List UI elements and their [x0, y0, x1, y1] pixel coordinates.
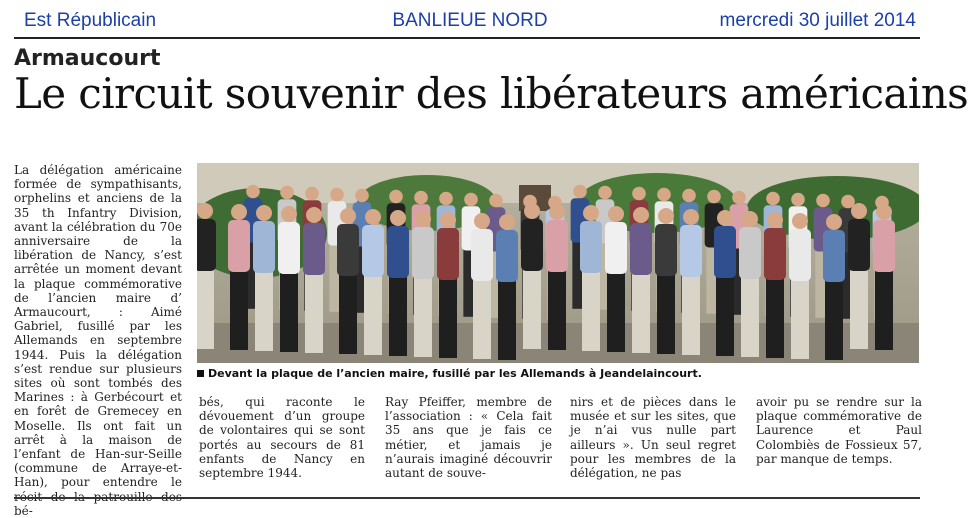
person-silhouette	[714, 210, 736, 356]
person-silhouette	[387, 210, 409, 356]
caption-bullet	[197, 370, 204, 377]
top-divider	[14, 37, 920, 39]
person-silhouette	[655, 208, 677, 354]
column-text: nirs et de pièces dans le musée et sur les sites, que je n’ai vus nulle part ailleurs ». Un seul regret pour les membres de la délégation, ne pas	[570, 395, 736, 481]
group-photo-illustration	[197, 163, 919, 363]
person-silhouette	[437, 212, 459, 358]
person-silhouette	[580, 205, 602, 351]
article-column-5	[756, 395, 922, 466]
article-column-4	[570, 395, 736, 480]
photo-caption	[197, 367, 919, 380]
person-silhouette	[680, 209, 702, 355]
person-silhouette	[789, 213, 811, 359]
article-column-2	[199, 395, 365, 480]
person-silhouette	[873, 204, 895, 350]
person-silhouette	[471, 213, 493, 359]
group-photo	[197, 163, 919, 363]
column-text: avoir pu se rendre sur la plaque commémorative de Laurence et Paul Colombiès de Fossieux 57, par manque de temps.	[756, 395, 922, 466]
person-silhouette	[412, 211, 434, 357]
article-column-3	[385, 395, 552, 480]
person-silhouette	[630, 207, 652, 353]
person-silhouette	[848, 203, 870, 349]
person-silhouette	[823, 214, 845, 360]
article-headline: Le circuit souvenir des libérateurs américains	[14, 69, 969, 118]
person-silhouette	[253, 205, 275, 351]
person-silhouette	[228, 204, 250, 350]
caption-text: Devant la plaque de l’ancien maire, fusillé par les Allemands à Jeandelaincourt.	[208, 367, 702, 380]
publication-date: mercredi 30 juillet 2014	[719, 10, 916, 31]
person-silhouette	[303, 207, 325, 353]
article-kicker: Armaucourt	[14, 46, 161, 71]
section-name: BANLIEUE NORD	[392, 10, 548, 31]
person-silhouette	[496, 214, 518, 360]
column-text: Ray Pfeiffer, membre de l’association : « Cela fait 35 ans que je fais ce métier, et jamais je n’aurais imaginé découvrir autant de souve-	[385, 395, 552, 481]
person-silhouette	[521, 203, 543, 349]
bottom-divider	[14, 497, 920, 499]
masthead	[24, 8, 916, 34]
article-column-1	[14, 163, 182, 518]
person-silhouette	[362, 209, 384, 355]
person-silhouette	[764, 212, 786, 358]
person-silhouette	[278, 206, 300, 352]
person-silhouette	[739, 211, 761, 357]
person-silhouette	[197, 203, 216, 349]
person-silhouette	[605, 206, 627, 352]
column-text: bés, qui raconte le dévouement d’un groupe de volontaires qui se sont portés au secours de 81 enfants de Nancy en septembre 1944.	[199, 395, 365, 481]
person-silhouette	[337, 208, 359, 354]
newspaper-name: Est Républicain	[24, 10, 157, 31]
column-text: La délégation américaine formée de sympathisants, orphelins et anciens de la 35 th Infantry Division, avant la célébration du 70e anniversaire de la libération de Nancy, s’est arrêtée un moment devant la plaque commémorative de l’ancien maire d’ Armaucourt, : Aimé Gabriel, fusillé par les Allemands en septembre 1944. Puis la délégation s’est rendue sur plusieurs sites où sont tombés des Marines : à Gerbécourt et en forêt de Gremecey en Moselle. Ils ont fait un arrêt à la maison de l’enfant de Han-sur-Seille (commune de Arraye-et-Han), pour entendre le bé-	[14, 163, 182, 518]
person-silhouette	[546, 204, 568, 350]
